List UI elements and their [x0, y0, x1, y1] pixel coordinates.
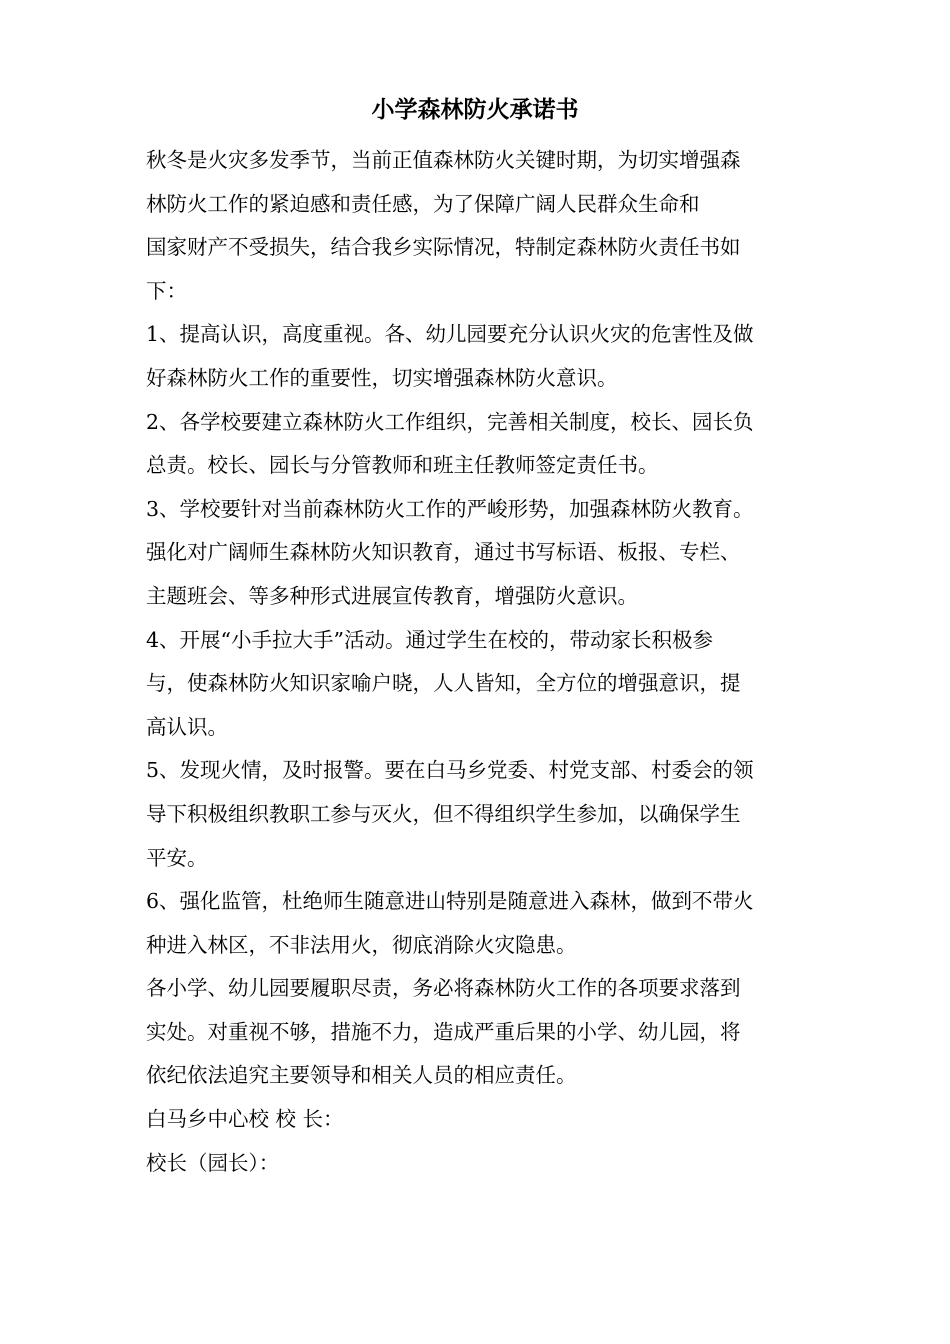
text-line: 各小学、幼儿园要履职尽责，务必将森林防火工作的各项要求落到	[146, 976, 741, 1001]
paragraph	[146, 401, 810, 488]
paragraph	[146, 619, 810, 750]
text-line: 1、提高认识，高度重视。各、幼儿园要充分认识火灾的危害性及做	[146, 322, 754, 347]
paragraph	[146, 1098, 810, 1142]
text-line: 6、强化监管，杜绝师生随意进山特别是随意进入森林，做到不带火	[146, 889, 754, 914]
text-line: 白马乡中心校 校 长：	[146, 1107, 344, 1132]
text-line: 实处。对重视不够，措施不力，造成严重后果的小学、幼儿园，将	[146, 1019, 741, 1044]
document-body	[146, 139, 810, 1185]
text-line: 4、开展“小手拉大手”活动。通过学生在校的，带动家长积极参	[146, 627, 714, 652]
text-line: 下：	[146, 278, 187, 303]
text-line: 3、学校要针对当前森林防火工作的严峻形势，加强森林防火教育。	[146, 496, 754, 521]
text-line: 林防火工作的紧迫感和责任感，为了保障广阔人民群众生命和	[146, 191, 700, 216]
paragraph	[146, 967, 810, 1098]
paragraph	[146, 1142, 810, 1186]
text-line: 总责。校长、园长与分管教师和班主任教师签定责任书。	[146, 453, 659, 478]
paragraph	[146, 139, 810, 313]
text-line: 导下积极组织教职工参与灭火，但不得组织学生参加，以确保学生	[146, 801, 741, 826]
text-line: 国家财产不受损失，结合我乡实际情况，特制定森林防火责任书如	[146, 235, 741, 260]
paragraph	[146, 488, 810, 619]
text-line: 与，使森林防火知识家喻户晓，人人皆知，全方位的增强意识，提	[146, 671, 741, 696]
text-line: 好森林防火工作的重要性，切实增强森林防火意识。	[146, 365, 618, 390]
text-line: 强化对广阔师生森林防火知识教育，通过书写标语、板报、专栏、	[146, 540, 741, 565]
paragraph	[146, 880, 810, 967]
text-line: 高认识。	[146, 714, 228, 739]
text-line: 主题班会、等多种形式进展宣传教育，增强防火意识。	[146, 583, 638, 608]
text-line: 平安。	[146, 845, 208, 870]
paragraph	[146, 749, 810, 880]
text-line: 依纪依法追究主要领导和相关人员的相应责任。	[146, 1063, 577, 1088]
text-line: 5、发现火情，及时报警。要在白马乡党委、村党支部、村委会的领	[146, 758, 754, 783]
text-line: 2、各学校要建立森林防火工作组织，完善相关制度，校长、园长负	[146, 409, 754, 434]
document-title: 小学森林防火承诺书	[371, 97, 579, 123]
text-line: 秋冬是火灾多发季节，当前正值森林防火关键时期，为切实增强森	[146, 148, 741, 172]
text-line: 种进入林区，不非法用火，彻底消除火灾隐患。	[146, 932, 577, 957]
paragraph	[146, 313, 810, 400]
text-line: 校长（园长）：	[146, 1150, 280, 1175]
